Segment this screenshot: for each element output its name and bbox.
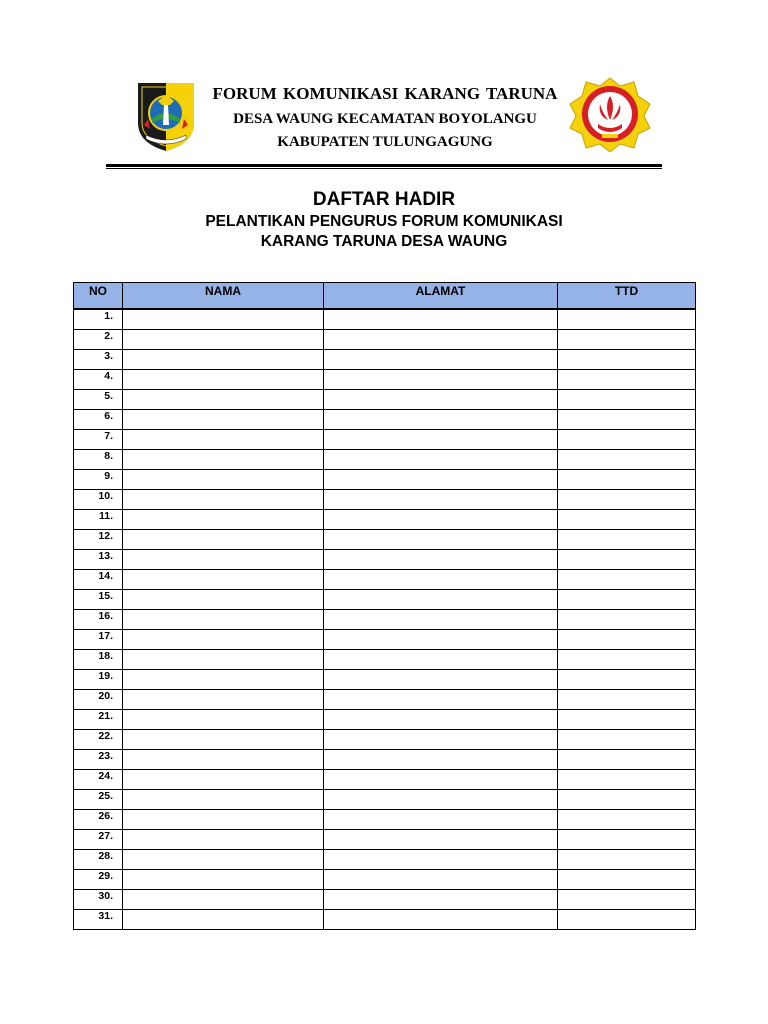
alamat-cell[interactable] <box>324 610 558 630</box>
ttd-cell[interactable] <box>558 650 696 670</box>
ttd-cell[interactable] <box>558 390 696 410</box>
alamat-cell[interactable] <box>324 770 558 790</box>
alamat-cell[interactable] <box>324 830 558 850</box>
table-row <box>74 410 696 430</box>
table-row <box>74 350 696 370</box>
table-row <box>74 810 696 830</box>
ttd-cell[interactable] <box>558 370 696 390</box>
nama-cell[interactable] <box>123 410 324 430</box>
nama-cell[interactable] <box>123 770 324 790</box>
ttd-cell[interactable] <box>558 350 696 370</box>
alamat-cell[interactable] <box>324 590 558 610</box>
table-row <box>74 610 696 630</box>
ttd-cell[interactable] <box>558 810 696 830</box>
row-number: 9. <box>74 470 123 490</box>
alamat-cell[interactable] <box>324 510 558 530</box>
document-title: DAFTAR HADIR <box>312 189 456 210</box>
row-number: 8. <box>74 450 123 470</box>
nama-cell[interactable] <box>123 490 324 510</box>
alamat-cell[interactable] <box>324 530 558 550</box>
nama-cell[interactable] <box>123 330 324 350</box>
table-row <box>74 850 696 870</box>
row-number: 17. <box>74 630 123 650</box>
ttd-cell[interactable] <box>558 710 696 730</box>
table-row <box>74 390 696 410</box>
row-number: 26. <box>74 810 123 830</box>
nama-cell[interactable] <box>123 630 324 650</box>
alamat-cell[interactable] <box>324 810 558 830</box>
row-number: 16. <box>74 610 123 630</box>
nama-cell[interactable] <box>123 890 324 910</box>
row-number: 28. <box>74 850 123 870</box>
row-number: 14. <box>74 570 123 590</box>
table-row <box>74 730 696 750</box>
regency-crest-logo <box>134 79 198 153</box>
nama-cell[interactable] <box>123 390 324 410</box>
table-row <box>74 890 696 910</box>
nama-cell[interactable] <box>123 430 324 450</box>
ttd-cell[interactable] <box>558 790 696 810</box>
row-number: 4. <box>74 370 123 390</box>
nama-cell[interactable] <box>123 370 324 390</box>
nama-cell[interactable] <box>123 510 324 530</box>
nama-cell[interactable] <box>123 590 324 610</box>
row-number: 25. <box>74 790 123 810</box>
alamat-cell[interactable] <box>324 910 558 930</box>
table-row <box>74 690 696 710</box>
nama-cell[interactable] <box>123 570 324 590</box>
alamat-cell[interactable] <box>324 550 558 570</box>
row-number: 5. <box>74 390 123 410</box>
table-row <box>74 330 696 350</box>
row-number: 31. <box>74 910 123 930</box>
ttd-cell[interactable] <box>558 870 696 890</box>
ttd-cell[interactable] <box>558 750 696 770</box>
table-row <box>74 910 696 930</box>
table-row <box>74 450 696 470</box>
nama-cell[interactable] <box>123 350 324 370</box>
table-row <box>74 570 696 590</box>
ttd-cell[interactable] <box>558 570 696 590</box>
alamat-cell[interactable] <box>324 450 558 470</box>
ttd-cell[interactable] <box>558 850 696 870</box>
ttd-cell[interactable] <box>558 410 696 430</box>
ttd-cell[interactable] <box>558 490 696 510</box>
row-number: 6. <box>74 410 123 430</box>
row-number: 7. <box>74 430 123 450</box>
alamat-cell[interactable] <box>324 430 558 450</box>
row-number: 2. <box>74 330 123 350</box>
table-row <box>74 430 696 450</box>
column-header-ttd: TTD <box>558 283 696 310</box>
alamat-cell[interactable] <box>324 330 558 350</box>
alamat-cell[interactable] <box>324 850 558 870</box>
karang-taruna-emblem-logo <box>568 76 652 152</box>
ttd-cell[interactable] <box>558 550 696 570</box>
nama-cell[interactable] <box>123 450 324 470</box>
ttd-cell[interactable] <box>558 670 696 690</box>
nama-cell[interactable] <box>123 670 324 690</box>
alamat-cell[interactable] <box>324 750 558 770</box>
row-number: 10. <box>74 490 123 510</box>
alamat-cell[interactable] <box>324 570 558 590</box>
letterhead-divider-thin <box>106 168 662 169</box>
table-row <box>74 370 696 390</box>
letterhead-divider-thick <box>106 164 662 167</box>
attendance-table <box>73 282 696 930</box>
row-number: 27. <box>74 830 123 850</box>
column-header-nama: NAMA <box>123 283 324 310</box>
ttd-cell[interactable] <box>558 610 696 630</box>
nama-cell[interactable] <box>123 530 324 550</box>
nama-cell[interactable] <box>123 690 324 710</box>
ttd-cell[interactable] <box>558 590 696 610</box>
document-subtitle-line-2: KARANG TARUNA DESA WAUNG <box>260 233 508 250</box>
alamat-cell[interactable] <box>324 710 558 730</box>
table-row <box>74 790 696 810</box>
alamat-cell[interactable] <box>324 309 558 330</box>
table-row <box>74 309 696 330</box>
row-number: 3. <box>74 350 123 370</box>
table-row <box>74 550 696 570</box>
alamat-cell[interactable] <box>324 650 558 670</box>
alamat-cell[interactable] <box>324 690 558 710</box>
alamat-cell[interactable] <box>324 470 558 490</box>
nama-cell[interactable] <box>123 650 324 670</box>
table-row <box>74 530 696 550</box>
row-number: 1. <box>74 309 123 330</box>
table-row <box>74 830 696 850</box>
table-row <box>74 630 696 650</box>
nama-cell[interactable] <box>123 810 324 830</box>
table-row <box>74 650 696 670</box>
nama-cell[interactable] <box>123 610 324 630</box>
ttd-cell[interactable] <box>558 730 696 750</box>
alamat-cell[interactable] <box>324 630 558 650</box>
nama-cell[interactable] <box>123 550 324 570</box>
alamat-cell[interactable] <box>324 870 558 890</box>
table-row <box>74 750 696 770</box>
table-row <box>74 490 696 510</box>
ttd-cell[interactable] <box>558 630 696 650</box>
table-row <box>74 770 696 790</box>
alamat-cell[interactable] <box>324 350 558 370</box>
column-header-alamat: ALAMAT <box>324 283 558 310</box>
alamat-cell[interactable] <box>324 730 558 750</box>
row-number: 18. <box>74 650 123 670</box>
row-number: 30. <box>74 890 123 910</box>
ttd-cell[interactable] <box>558 470 696 490</box>
nama-cell[interactable] <box>123 910 324 930</box>
nama-cell[interactable] <box>123 830 324 850</box>
ttd-cell[interactable] <box>558 830 696 850</box>
row-number: 15. <box>74 590 123 610</box>
ttd-cell[interactable] <box>558 910 696 930</box>
organization-name: FORUM KOMUNIKASI KARANG TARUNA <box>212 84 558 103</box>
row-number: 12. <box>74 530 123 550</box>
ttd-cell[interactable] <box>558 510 696 530</box>
table-row <box>74 710 696 730</box>
ttd-cell[interactable] <box>558 450 696 470</box>
table-row <box>74 670 696 690</box>
ttd-cell[interactable] <box>558 890 696 910</box>
ttd-cell[interactable] <box>558 430 696 450</box>
alamat-cell[interactable] <box>324 670 558 690</box>
nama-cell[interactable] <box>123 750 324 770</box>
row-number: 23. <box>74 750 123 770</box>
nama-cell[interactable] <box>123 870 324 890</box>
table-row <box>74 470 696 490</box>
table-row <box>74 510 696 530</box>
attendance-table-header <box>74 283 696 310</box>
ttd-cell[interactable] <box>558 330 696 350</box>
table-row <box>74 870 696 890</box>
nama-cell[interactable] <box>123 470 324 490</box>
row-number: 19. <box>74 670 123 690</box>
alamat-cell[interactable] <box>324 890 558 910</box>
row-number: 21. <box>74 710 123 730</box>
alamat-cell[interactable] <box>324 790 558 810</box>
organization-address-regency: KABUPATEN TULUNGAGUNG <box>277 134 493 150</box>
alamat-cell[interactable] <box>324 390 558 410</box>
table-row <box>74 590 696 610</box>
ttd-cell[interactable] <box>558 690 696 710</box>
nama-cell[interactable] <box>123 309 324 330</box>
row-number: 13. <box>74 550 123 570</box>
row-number: 11. <box>74 510 123 530</box>
ttd-cell[interactable] <box>558 770 696 790</box>
row-number: 20. <box>74 690 123 710</box>
row-number: 24. <box>74 770 123 790</box>
column-header-no: NO <box>74 283 123 310</box>
ttd-cell[interactable] <box>558 530 696 550</box>
nama-cell[interactable] <box>123 730 324 750</box>
row-number: 22. <box>74 730 123 750</box>
nama-cell[interactable] <box>123 790 324 810</box>
document-subtitle-line-1: PELANTIKAN PENGURUS FORUM KOMUNIKASI <box>205 213 563 230</box>
organization-address-village: DESA WAUNG KECAMATAN BOYOLANGU <box>233 111 537 127</box>
row-number: 29. <box>74 870 123 890</box>
alamat-cell[interactable] <box>324 490 558 510</box>
ttd-cell[interactable] <box>558 309 696 330</box>
alamat-cell[interactable] <box>324 370 558 390</box>
nama-cell[interactable] <box>123 850 324 870</box>
nama-cell[interactable] <box>123 710 324 730</box>
alamat-cell[interactable] <box>324 410 558 430</box>
